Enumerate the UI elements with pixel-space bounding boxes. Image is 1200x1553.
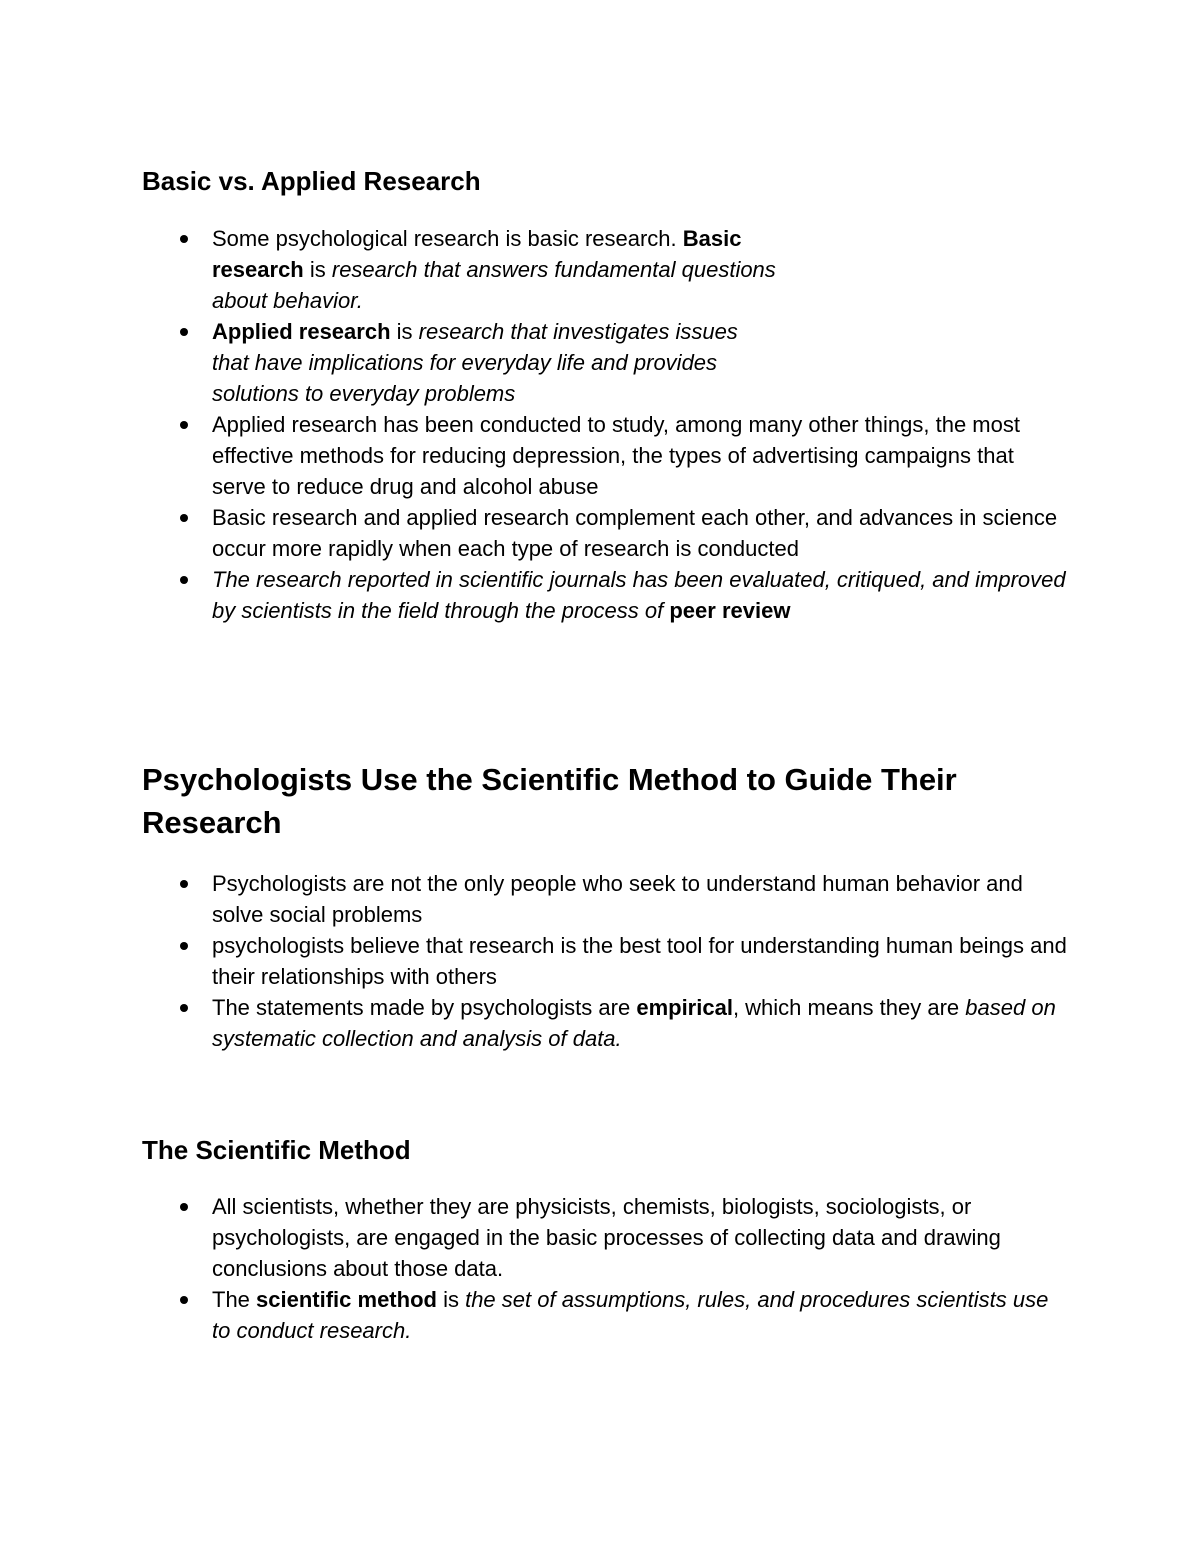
- definition: research that investigates issues that have implications for everyday life and provides solutions to everyday problems: [212, 319, 738, 406]
- list-item: [142, 409, 1072, 502]
- list-item: [142, 223, 812, 316]
- definition: the set of assumptions, rules, and procedures scientists use to conduct research.: [212, 1287, 1049, 1343]
- section-the-scientific-method: [142, 1133, 1072, 1346]
- definition: research that answers fundamental questions about behavior.: [212, 257, 776, 313]
- list-item: [142, 1284, 1052, 1346]
- definition: based on systematic collection and analysis of data.: [212, 995, 1056, 1051]
- bullet-list: [142, 1191, 1072, 1346]
- list-item: [142, 1191, 1072, 1284]
- term-empirical: empirical: [636, 995, 733, 1020]
- text: is: [436, 1287, 466, 1312]
- list-item: [142, 502, 1072, 564]
- heading-psychologists-use-scientific-method: Psychologists Use the Scientific Method to Guide Their Research: [142, 762, 957, 840]
- text: Some psychological research is basic research.: [212, 226, 683, 251]
- text: is: [303, 257, 332, 282]
- heading-basic-vs-applied: Basic vs. Applied Research: [142, 166, 481, 196]
- list-item: [142, 868, 1072, 930]
- text: The statements made by psychologists are: [212, 995, 637, 1020]
- heading-the-scientific-method: The Scientific Method: [142, 1135, 411, 1165]
- term-applied-research: Applied research: [212, 319, 391, 344]
- section-scientific-method-guide: [142, 758, 1072, 1054]
- text: Psychologists are not the only people who seek to understand human behavior and solve social problems: [212, 871, 1023, 927]
- list-item: [142, 316, 772, 409]
- text: psychologists believe that research is the best tool for understanding human beings and their relationships with others: [212, 933, 1067, 989]
- text: , which means they are: [732, 995, 966, 1020]
- term-scientific-method: scientific method: [256, 1287, 437, 1312]
- list-item: [142, 992, 1072, 1054]
- section-basic-vs-applied: [142, 164, 1072, 626]
- text: The: [212, 1287, 257, 1312]
- term-peer-review: peer review: [669, 598, 791, 623]
- bullet-list: [142, 868, 1072, 1054]
- text: is: [390, 319, 419, 344]
- list-item: [142, 930, 1072, 992]
- text: The research reported in scientific journals has been evaluated, critiqued, and improved by scientists in the field through the process of: [212, 567, 1066, 623]
- text: All scientists, whether they are physicists, chemists, biologists, sociologists, or psychologists, are engaged in the basic processes of collecting data and drawing conclusions about those data.: [212, 1194, 1001, 1281]
- term-basic-research: Basic research: [212, 226, 742, 282]
- bullet-list: [142, 223, 1072, 626]
- list-item: [142, 564, 1072, 626]
- text: Applied research has been conducted to study, among many other things, the most effective methods for reducing depression, the types of advertising campaigns that serve to reduce drug and alcohol abuse: [212, 412, 1020, 499]
- text: Basic research and applied research complement each other, and advances in science occur more rapidly when each type of research is conducted: [212, 505, 1058, 561]
